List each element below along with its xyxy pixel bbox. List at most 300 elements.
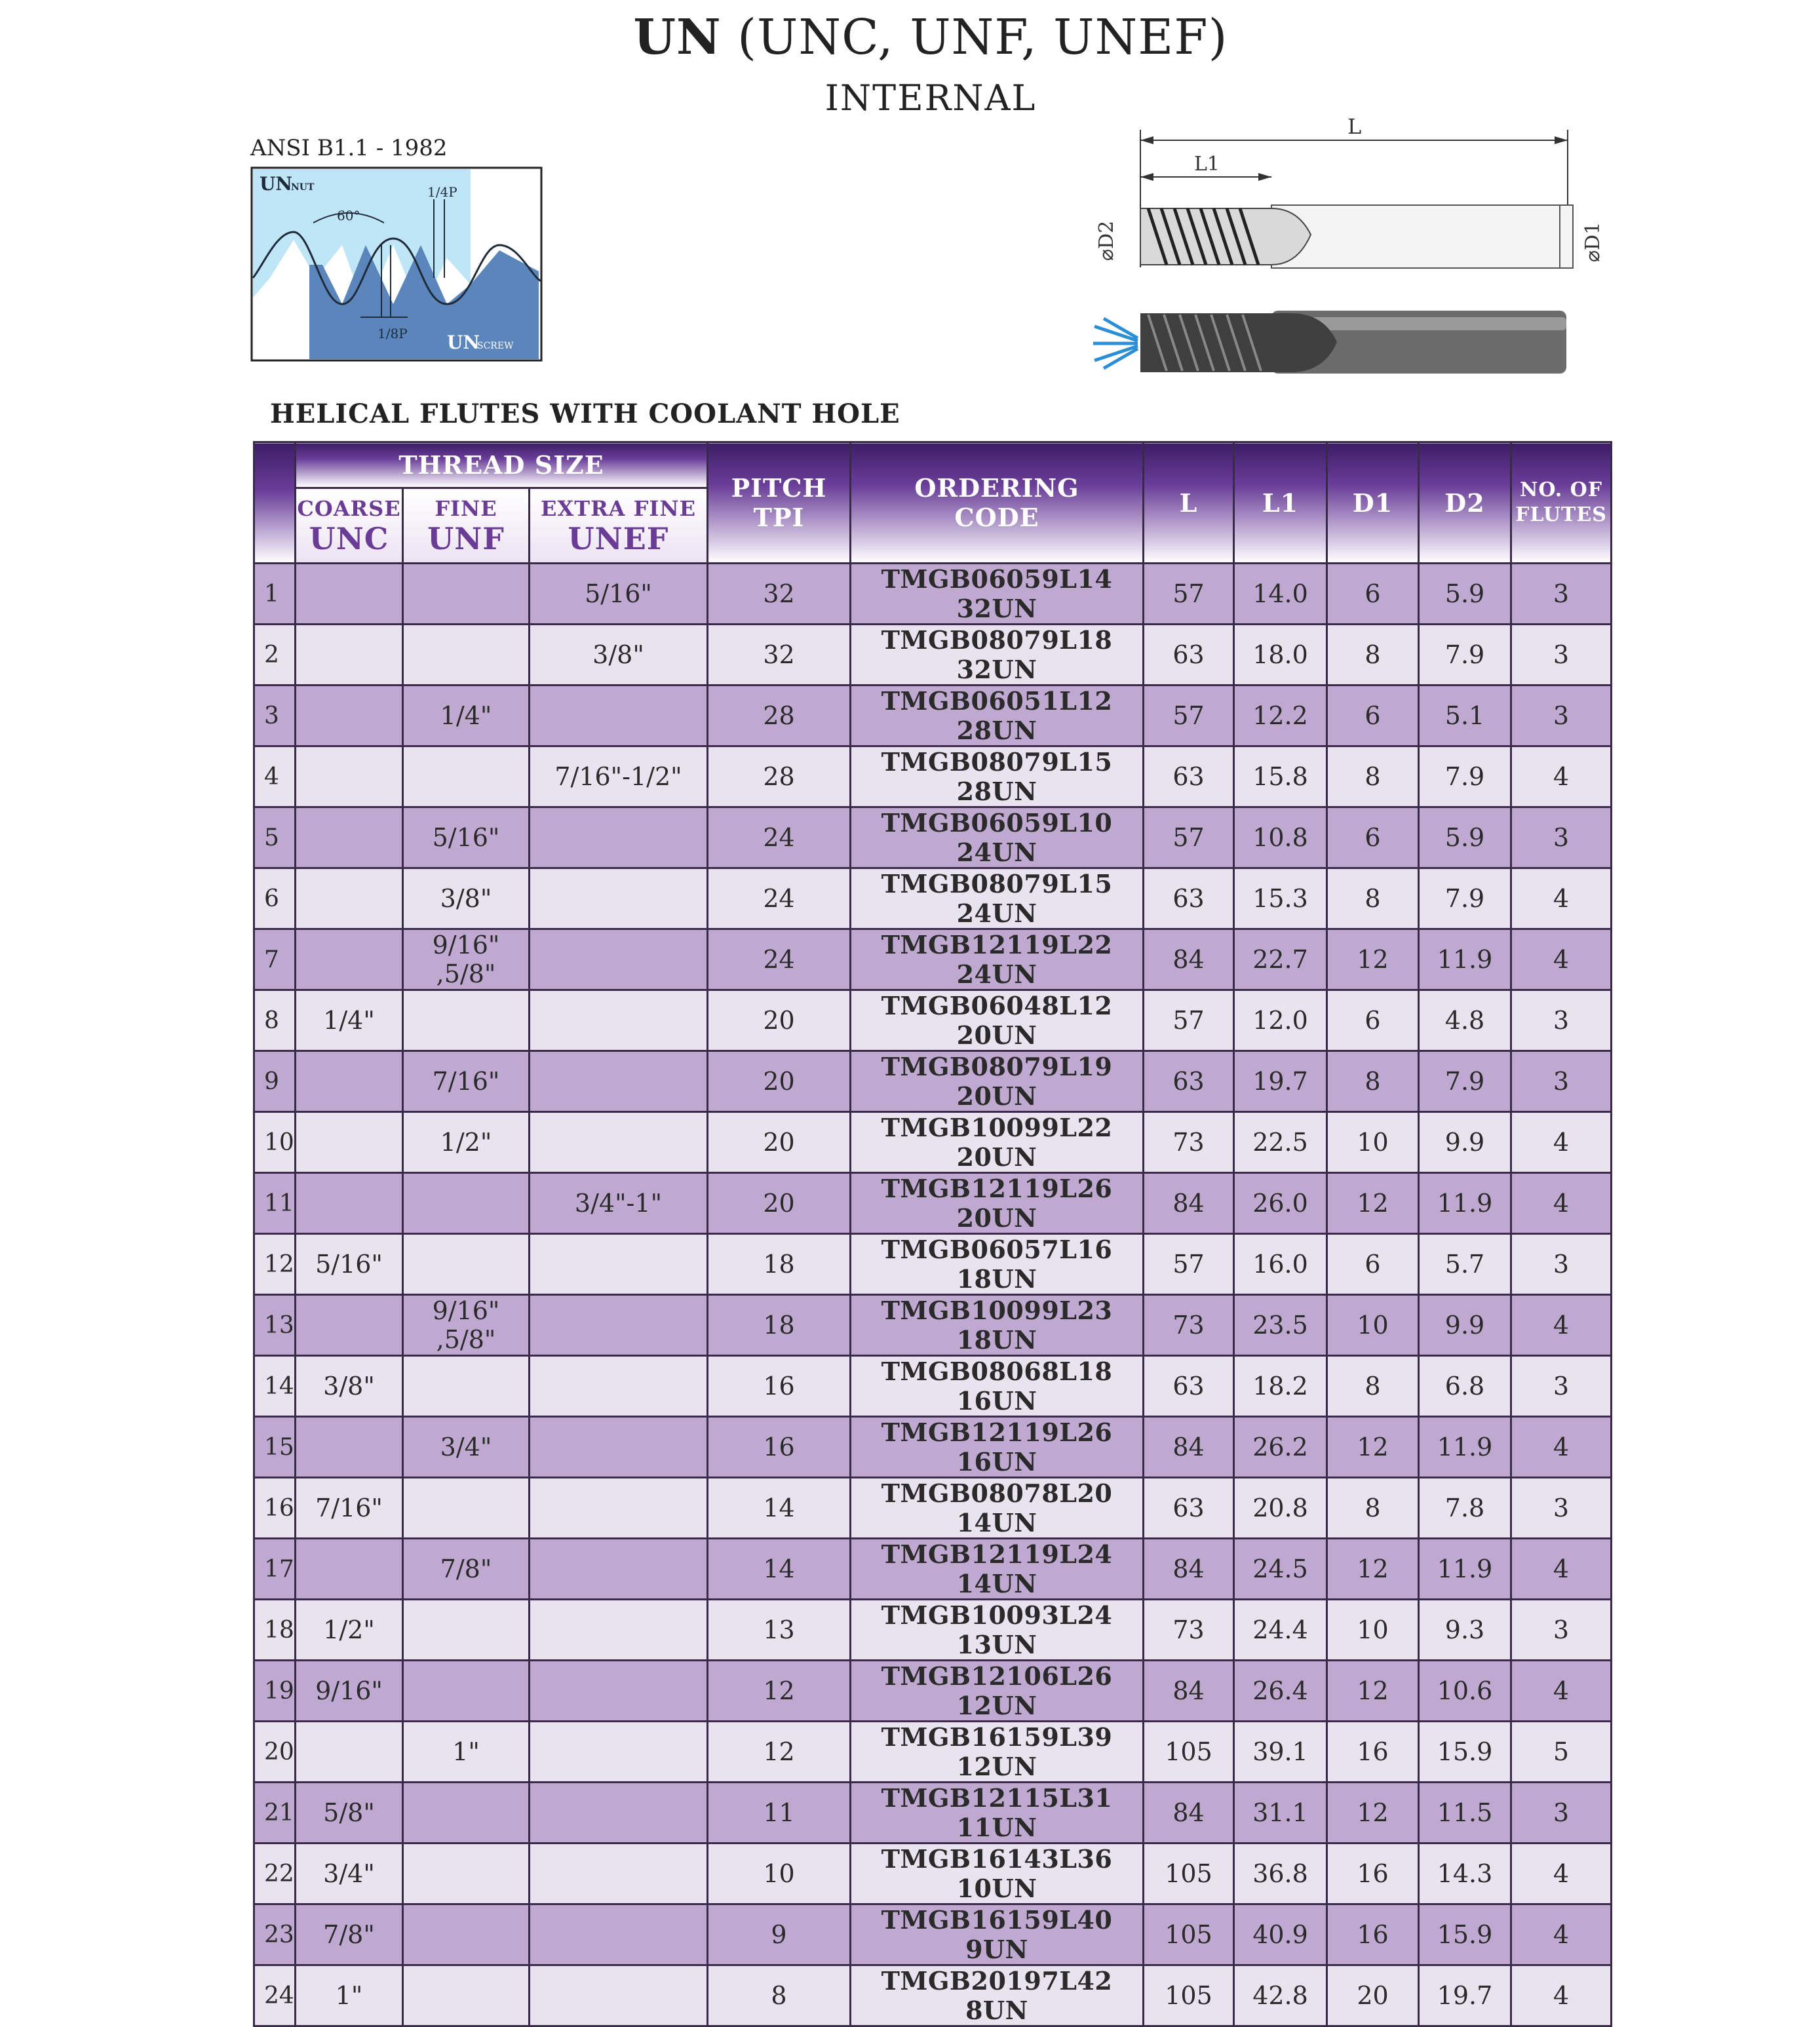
row-number: 22 [254, 1844, 296, 1904]
cell-unf: 5/16" [403, 807, 530, 868]
cell-ordering-code: TMGB08068L18 16UN [851, 1356, 1144, 1417]
screw-label: UN [447, 332, 480, 353]
table-row [254, 1173, 1612, 1234]
cell-unf [403, 1844, 530, 1904]
cell-D1: 8 [1327, 1478, 1419, 1539]
cell-unf: 3/4" [403, 1417, 530, 1478]
dim-L-arrow-left [1140, 136, 1153, 144]
cell-D2: 11.9 [1419, 1539, 1511, 1600]
header-L1: L1 [1234, 442, 1327, 564]
nut-label: UN [260, 173, 293, 195]
cell-D1: 12 [1327, 1783, 1419, 1844]
row-number: 7 [254, 929, 296, 990]
cell-unc [296, 1722, 403, 1783]
tool-side-view-flutes [1140, 208, 1311, 265]
row-number: 9 [254, 1051, 296, 1112]
table-row [254, 1722, 1612, 1783]
cell-tpi: 9 [708, 1904, 851, 1965]
dim-L1-arrow-left [1140, 173, 1153, 181]
cell-unf: 9/16" ,5/8" [403, 1295, 530, 1356]
row-number: 13 [254, 1295, 296, 1356]
header-L: L [1144, 442, 1234, 564]
nut-suffix: NUT [291, 182, 315, 193]
angle-label: 60° [337, 208, 360, 223]
cell-L: 73 [1144, 1600, 1234, 1661]
header-fine-label: FINE [435, 496, 497, 521]
header-flutes [1511, 442, 1612, 564]
cell-unf [403, 1783, 530, 1844]
cell-L1: 36.8 [1234, 1844, 1327, 1904]
cell-L: 105 [1144, 1904, 1234, 1965]
cell-unef [530, 1417, 708, 1478]
cell-flutes: 4 [1511, 1295, 1612, 1356]
quarter-pitch-label: 1/4P [427, 184, 457, 200]
cell-unc: 1" [296, 1965, 403, 2026]
table-row [254, 1783, 1612, 1844]
cell-D1: 6 [1327, 564, 1419, 625]
cell-tpi: 11 [708, 1783, 851, 1844]
cell-D1: 6 [1327, 1234, 1419, 1295]
dim-D2-label: ⌀D2 [1095, 220, 1118, 261]
dim-L1-arrow-right [1258, 173, 1271, 181]
cell-ordering-code: TMGB12119L22 24UN [851, 929, 1144, 990]
cell-ordering-code: TMGB10093L24 13UN [851, 1600, 1144, 1661]
cell-D2: 5.9 [1419, 564, 1511, 625]
cell-L: 57 [1144, 685, 1234, 746]
cell-unc [296, 625, 403, 685]
cell-flutes: 4 [1511, 1965, 1612, 2026]
cell-D2: 11.9 [1419, 929, 1511, 990]
cell-L: 63 [1144, 1478, 1234, 1539]
cell-L1: 26.2 [1234, 1417, 1327, 1478]
cell-D2: 15.9 [1419, 1722, 1511, 1783]
cell-L1: 15.8 [1234, 746, 1327, 807]
cell-tpi: 20 [708, 1051, 851, 1112]
row-number: 21 [254, 1783, 296, 1844]
table-row [254, 1965, 1612, 2026]
cell-unef [530, 1965, 708, 2026]
cell-L1: 23.5 [1234, 1295, 1327, 1356]
cell-unf [403, 1965, 530, 2026]
cell-unf [403, 1173, 530, 1234]
cell-unf [403, 746, 530, 807]
cell-unc: 3/8" [296, 1356, 403, 1417]
cell-tpi: 18 [708, 1295, 851, 1356]
cell-D1: 16 [1327, 1844, 1419, 1904]
cell-D1: 8 [1327, 625, 1419, 685]
cell-ordering-code: TMGB06048L12 20UN [851, 990, 1144, 1051]
header-D1: D1 [1327, 442, 1419, 564]
table-row [254, 868, 1612, 929]
cell-D1: 10 [1327, 1112, 1419, 1173]
table-row [254, 807, 1612, 868]
cell-tpi: 16 [708, 1417, 851, 1478]
cell-D2: 14.3 [1419, 1844, 1511, 1904]
dim-L-label: L [1347, 114, 1362, 139]
screw-suffix: SCREW [477, 341, 514, 351]
page-subtitle: INTERNAL [824, 77, 1037, 119]
cell-unef [530, 1783, 708, 1844]
cell-D1: 10 [1327, 1295, 1419, 1356]
cell-ordering-code: TMGB08079L15 28UN [851, 746, 1144, 807]
cell-tpi: 13 [708, 1600, 851, 1661]
cell-unef: 5/16" [530, 564, 708, 625]
cell-L: 63 [1144, 625, 1234, 685]
cell-unef [530, 1661, 708, 1722]
cell-ordering-code: TMGB08079L15 24UN [851, 868, 1144, 929]
cell-flutes: 4 [1511, 746, 1612, 807]
cell-L: 63 [1144, 1051, 1234, 1112]
cell-L1: 22.7 [1234, 929, 1327, 990]
row-number: 17 [254, 1539, 296, 1600]
header-ordering-code [851, 442, 1144, 564]
cell-L1: 14.0 [1234, 564, 1327, 625]
table-row [254, 1844, 1612, 1904]
cell-L1: 22.5 [1234, 1112, 1327, 1173]
cell-D2: 19.7 [1419, 1965, 1511, 2026]
cell-tpi: 32 [708, 625, 851, 685]
cell-ordering-code: TMGB06059L14 32UN [851, 564, 1144, 625]
cell-ordering-code: TMGB12119L26 20UN [851, 1173, 1144, 1234]
cell-flutes: 4 [1511, 1417, 1612, 1478]
title-bold: UN [633, 9, 722, 66]
cell-unef [530, 1600, 708, 1661]
table-row [254, 1478, 1612, 1539]
row-number: 24 [254, 1965, 296, 2026]
row-number: 19 [254, 1661, 296, 1722]
cell-tpi: 24 [708, 929, 851, 990]
row-number: 14 [254, 1356, 296, 1417]
cell-tpi: 24 [708, 868, 851, 929]
row-number: 16 [254, 1478, 296, 1539]
cell-flutes: 3 [1511, 1234, 1612, 1295]
cell-unef: 7/16"-1/2" [530, 746, 708, 807]
cell-D2: 7.9 [1419, 625, 1511, 685]
row-number: 4 [254, 746, 296, 807]
cell-unf: 7/8" [403, 1539, 530, 1600]
cell-unef [530, 1295, 708, 1356]
cell-ordering-code: TMGB06051L12 28UN [851, 685, 1144, 746]
cell-unf: 3/8" [403, 868, 530, 929]
cell-unef [530, 1478, 708, 1539]
cell-unef [530, 1722, 708, 1783]
cell-L: 105 [1144, 1722, 1234, 1783]
cell-D2: 10.6 [1419, 1661, 1511, 1722]
cell-tpi: 28 [708, 746, 851, 807]
cell-flutes: 3 [1511, 807, 1612, 868]
cell-flutes: 3 [1511, 1600, 1612, 1661]
cell-flutes: 4 [1511, 1844, 1612, 1904]
dim-D1-label: ⌀D1 [1581, 222, 1604, 262]
header-unf [403, 488, 530, 564]
cell-flutes: 3 [1511, 1051, 1612, 1112]
cell-unc [296, 1173, 403, 1234]
cell-ordering-code: TMGB08079L18 32UN [851, 625, 1144, 685]
table-row [254, 1112, 1612, 1173]
cell-D1: 16 [1327, 1904, 1419, 1965]
cell-ordering-code: TMGB06057L16 18UN [851, 1234, 1144, 1295]
table-row [254, 990, 1612, 1051]
header-flutes-label: FLUTES [1515, 503, 1607, 526]
cell-unc: 7/8" [296, 1904, 403, 1965]
spec-table [253, 441, 1612, 2027]
section-heading: HELICAL FLUTES WITH COOLANT HOLE [270, 398, 900, 429]
cell-flutes: 4 [1511, 929, 1612, 990]
cell-ordering-code: TMGB16159L39 12UN [851, 1722, 1144, 1783]
tool-render-flutes [1140, 313, 1337, 372]
row-number: 12 [254, 1234, 296, 1295]
cell-L: 84 [1144, 1539, 1234, 1600]
cell-unc: 7/16" [296, 1478, 403, 1539]
cell-D1: 20 [1327, 1965, 1419, 2026]
row-number: 23 [254, 1904, 296, 1965]
cell-unc [296, 564, 403, 625]
cell-flutes: 3 [1511, 625, 1612, 685]
cell-unef [530, 868, 708, 929]
cell-L: 57 [1144, 1234, 1234, 1295]
cell-L1: 24.5 [1234, 1539, 1327, 1600]
table-row [254, 685, 1612, 746]
cell-unf: 9/16" ,5/8" [403, 929, 530, 990]
cell-D2: 5.1 [1419, 685, 1511, 746]
header-code-label: CODE [954, 503, 1039, 532]
cell-unc [296, 746, 403, 807]
table-row [254, 625, 1612, 685]
cell-flutes: 4 [1511, 1539, 1612, 1600]
row-number: 3 [254, 685, 296, 746]
table-row [254, 1295, 1612, 1356]
cell-unef [530, 807, 708, 868]
cell-L1: 18.0 [1234, 625, 1327, 685]
cell-tpi: 28 [708, 685, 851, 746]
cell-tpi: 18 [708, 1234, 851, 1295]
cell-unef [530, 1539, 708, 1600]
cell-unc [296, 1295, 403, 1356]
cell-L: 84 [1144, 1783, 1234, 1844]
cell-L: 84 [1144, 1661, 1234, 1722]
cell-unc: 5/16" [296, 1234, 403, 1295]
cell-flutes: 3 [1511, 990, 1612, 1051]
row-number: 11 [254, 1173, 296, 1234]
cell-L: 63 [1144, 1356, 1234, 1417]
cell-D2: 7.8 [1419, 1478, 1511, 1539]
cell-L: 63 [1144, 868, 1234, 929]
cell-unef [530, 1904, 708, 1965]
cell-D1: 12 [1327, 1417, 1419, 1478]
cell-unf [403, 1904, 530, 1965]
cell-L: 105 [1144, 1844, 1234, 1904]
cell-unef [530, 990, 708, 1051]
header-ordering-label: ORDERING [914, 473, 1079, 503]
cell-L: 57 [1144, 807, 1234, 868]
cell-unef [530, 1356, 708, 1417]
cell-D1: 10 [1327, 1600, 1419, 1661]
cell-ordering-code: TMGB12119L24 14UN [851, 1539, 1144, 1600]
cell-tpi: 10 [708, 1844, 851, 1904]
cell-L1: 24.4 [1234, 1600, 1327, 1661]
cell-unef [530, 1112, 708, 1173]
cell-unc [296, 868, 403, 929]
cell-L: 105 [1144, 1965, 1234, 2026]
cell-tpi: 24 [708, 807, 851, 868]
cell-flutes: 4 [1511, 1904, 1612, 1965]
cell-L1: 39.1 [1234, 1722, 1327, 1783]
cell-unef: 3/8" [530, 625, 708, 685]
table-row [254, 1051, 1612, 1112]
table-row [254, 1417, 1612, 1478]
cell-unc: 1/4" [296, 990, 403, 1051]
cell-tpi: 16 [708, 1356, 851, 1417]
cell-D1: 12 [1327, 929, 1419, 990]
dim-L-arrow-right [1555, 136, 1568, 144]
cell-D1: 16 [1327, 1722, 1419, 1783]
cell-unf [403, 1356, 530, 1417]
cell-D2: 9.9 [1419, 1295, 1511, 1356]
cell-ordering-code: TMGB10099L22 20UN [851, 1112, 1144, 1173]
cell-unc: 9/16" [296, 1661, 403, 1722]
cell-L1: 16.0 [1234, 1234, 1327, 1295]
cell-D1: 6 [1327, 807, 1419, 868]
cell-ordering-code: TMGB16143L36 10UN [851, 1844, 1144, 1904]
cell-unc: 3/4" [296, 1844, 403, 1904]
cell-L1: 15.3 [1234, 868, 1327, 929]
cell-D1: 12 [1327, 1661, 1419, 1722]
cell-unf [403, 1600, 530, 1661]
cell-ordering-code: TMGB12106L26 12UN [851, 1661, 1144, 1722]
cell-unf [403, 1234, 530, 1295]
cell-flutes: 4 [1511, 1112, 1612, 1173]
cell-L: 57 [1144, 564, 1234, 625]
table-row [254, 746, 1612, 807]
cell-D1: 8 [1327, 1051, 1419, 1112]
header-coarse-label: COARSE [297, 496, 401, 521]
cell-L: 73 [1144, 1295, 1234, 1356]
cell-L: 57 [1144, 990, 1234, 1051]
cell-D2: 7.9 [1419, 746, 1511, 807]
cell-L: 63 [1144, 746, 1234, 807]
row-number: 1 [254, 564, 296, 625]
cell-D2: 4.8 [1419, 990, 1511, 1051]
cell-unef [530, 1844, 708, 1904]
cell-unef [530, 1234, 708, 1295]
header-D2: D2 [1419, 442, 1511, 564]
coolant-spray-icon [1093, 319, 1138, 368]
cell-L: 84 [1144, 1173, 1234, 1234]
cell-unf: 1" [403, 1722, 530, 1783]
cell-unf [403, 564, 530, 625]
cell-flutes: 5 [1511, 1722, 1612, 1783]
cell-D1: 8 [1327, 746, 1419, 807]
cell-unc [296, 807, 403, 868]
cell-flutes: 3 [1511, 1478, 1612, 1539]
cell-D2: 5.9 [1419, 807, 1511, 868]
cell-unc [296, 685, 403, 746]
cell-tpi: 12 [708, 1722, 851, 1783]
cell-unf [403, 625, 530, 685]
row-number: 18 [254, 1600, 296, 1661]
cell-tpi: 32 [708, 564, 851, 625]
cell-flutes: 4 [1511, 1173, 1612, 1234]
cell-L1: 20.8 [1234, 1478, 1327, 1539]
cell-L1: 26.4 [1234, 1661, 1327, 1722]
cell-unef [530, 1051, 708, 1112]
table-row [254, 1904, 1612, 1965]
cell-unef [530, 929, 708, 990]
header-unf-label: UNF [427, 521, 505, 556]
cell-flutes: 4 [1511, 868, 1612, 929]
cell-unc [296, 1112, 403, 1173]
cell-D2: 15.9 [1419, 1904, 1511, 1965]
cell-L1: 18.2 [1234, 1356, 1327, 1417]
cell-flutes: 3 [1511, 1356, 1612, 1417]
cell-D2: 9.9 [1419, 1112, 1511, 1173]
cell-D2: 11.9 [1419, 1417, 1511, 1478]
cell-unc: 5/8" [296, 1783, 403, 1844]
cell-tpi: 20 [708, 990, 851, 1051]
table-row [254, 1539, 1612, 1600]
cell-L: 73 [1144, 1112, 1234, 1173]
table-row [254, 1234, 1612, 1295]
cell-ordering-code: TMGB16159L40 9UN [851, 1904, 1144, 1965]
header-pitch-label: PITCH [731, 473, 827, 503]
header-tpi-label: TPI [753, 503, 805, 532]
cell-ordering-code: TMGB12119L26 16UN [851, 1417, 1144, 1478]
header-unef-label: UNEF [568, 521, 669, 556]
cell-unc [296, 1417, 403, 1478]
cell-L1: 12.2 [1234, 685, 1327, 746]
cell-ordering-code: TMGB10099L23 18UN [851, 1295, 1144, 1356]
header-thread-size: THREAD SIZE [296, 442, 708, 488]
cell-tpi: 20 [708, 1112, 851, 1173]
cell-unc [296, 1051, 403, 1112]
cell-D2: 6.8 [1419, 1356, 1511, 1417]
row-number: 2 [254, 625, 296, 685]
cell-D2: 7.9 [1419, 868, 1511, 929]
row-number: 20 [254, 1722, 296, 1783]
page-title [0, 9, 1820, 66]
cell-tpi: 12 [708, 1661, 851, 1722]
cell-D2: 11.9 [1419, 1173, 1511, 1234]
cell-L1: 12.0 [1234, 990, 1327, 1051]
cell-D1: 8 [1327, 1356, 1419, 1417]
cell-unf [403, 1661, 530, 1722]
eighth-pitch-label: 1/8P [378, 326, 408, 341]
cell-flutes: 3 [1511, 1783, 1612, 1844]
cell-ordering-code: TMGB20197L42 8UN [851, 1965, 1144, 2026]
cell-D1: 6 [1327, 685, 1419, 746]
cell-L1: 31.1 [1234, 1783, 1327, 1844]
tool-side-view-shank [1271, 205, 1573, 268]
table-row [254, 929, 1612, 990]
cell-ordering-code: TMGB06059L10 24UN [851, 807, 1144, 868]
cell-D1: 6 [1327, 990, 1419, 1051]
cell-unf [403, 1478, 530, 1539]
cell-ordering-code: TMGB08078L20 14UN [851, 1478, 1144, 1539]
title-rest: (UNC, UNF, UNEF) [721, 9, 1228, 66]
cell-D2: 11.5 [1419, 1783, 1511, 1844]
cell-flutes: 3 [1511, 685, 1612, 746]
cell-L1: 42.8 [1234, 1965, 1327, 2026]
cell-D1: 12 [1327, 1539, 1419, 1600]
table-row [254, 1600, 1612, 1661]
cell-unef: 3/4"-1" [530, 1173, 708, 1234]
tool-drawing [1075, 110, 1619, 392]
cell-L1: 10.8 [1234, 807, 1327, 868]
cell-ordering-code: TMGB08079L19 20UN [851, 1051, 1144, 1112]
thread-profile-diagram [250, 166, 543, 362]
cell-L: 84 [1144, 929, 1234, 990]
table-row [254, 1661, 1612, 1722]
